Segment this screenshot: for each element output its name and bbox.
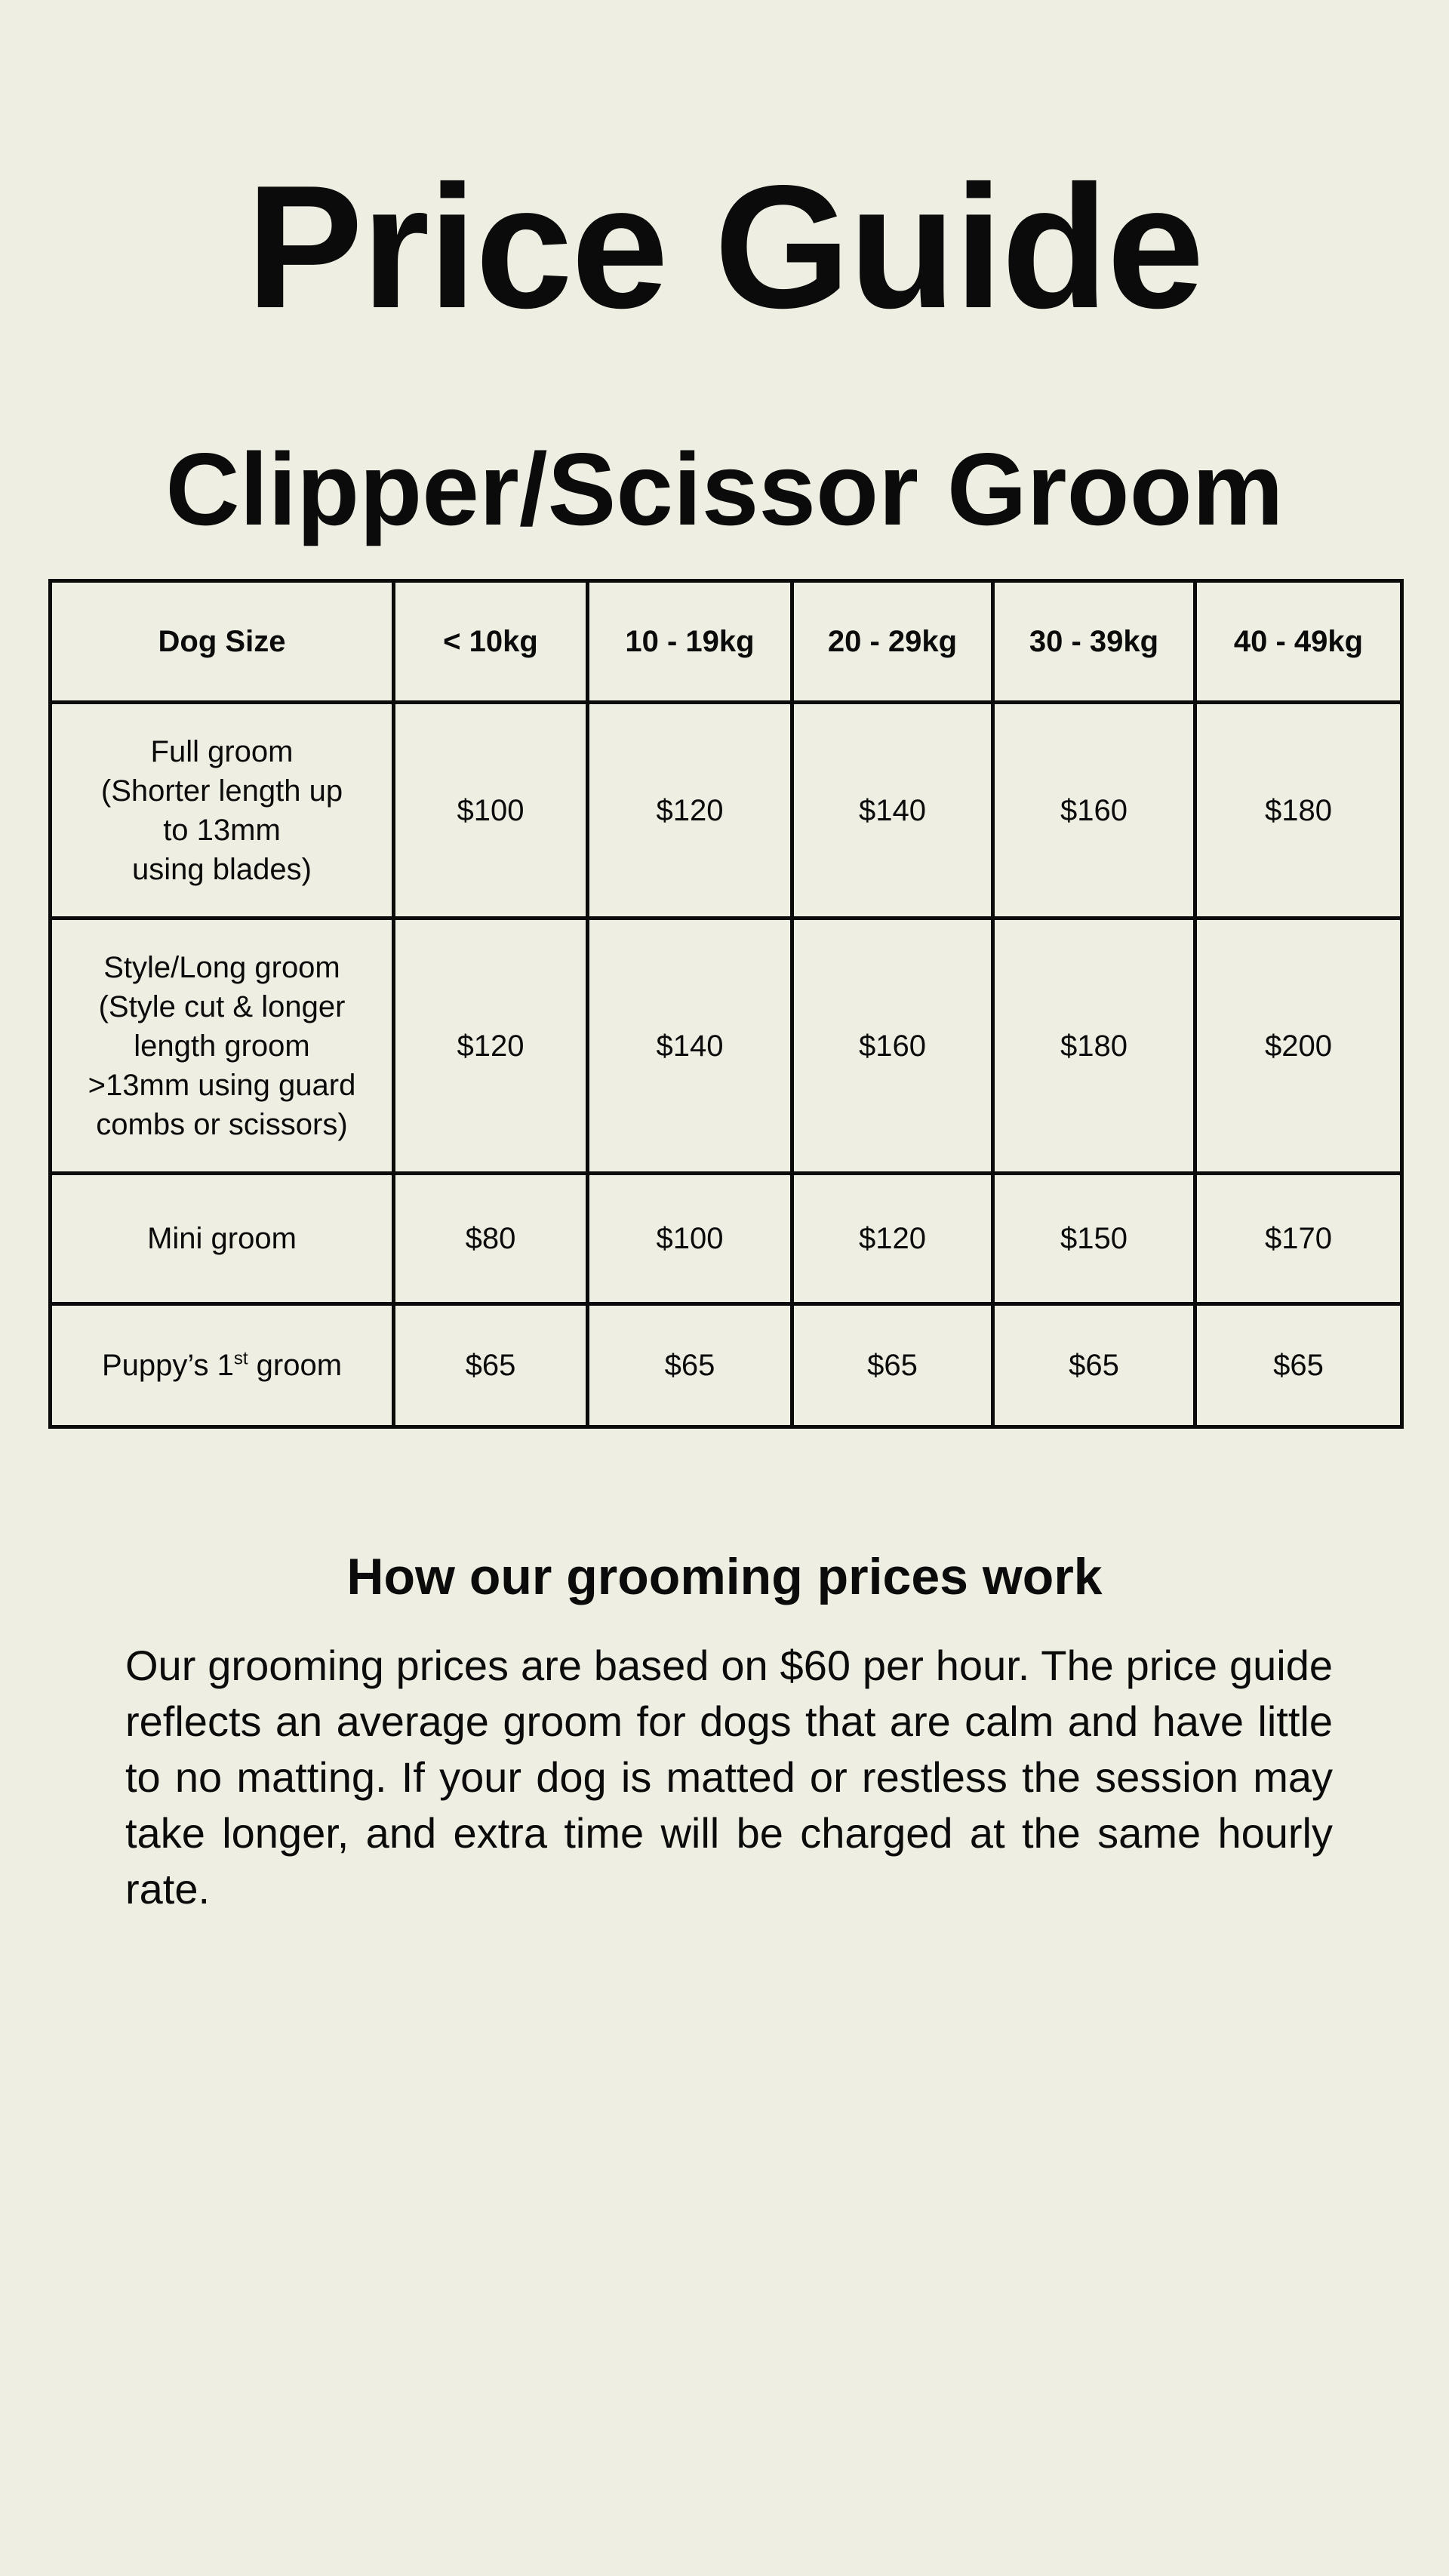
info-body: Our grooming prices are based on $60 per hour. The price guide reflects an average groom for dogs that are calm and have little to no matting. If your dog is matted or restless the session may take longer, and extra time will be charged at the same hourly rate. — [125, 1642, 1333, 1913]
price-cell: $65 — [588, 1304, 792, 1427]
price-cell: $65 — [792, 1304, 993, 1427]
row-label-end: groom — [248, 1349, 343, 1382]
price-cell: $65 — [993, 1304, 1195, 1427]
table-row — [51, 1174, 1402, 1304]
column-header: 30 - 39kg — [993, 581, 1195, 703]
price-cell: $160 — [993, 703, 1195, 919]
column-header: < 10kg — [394, 581, 588, 703]
price-cell: $100 — [588, 1174, 792, 1304]
price-cell: $120 — [792, 1174, 993, 1304]
row-label — [51, 703, 394, 919]
row-label-line: (Style cut & longer — [98, 989, 346, 1023]
row-label-superscript: st — [233, 1348, 248, 1369]
row-label-line: using blades) — [132, 852, 312, 886]
price-cell: $160 — [792, 919, 993, 1174]
row-label-line: Style/Long groom — [103, 950, 340, 984]
row-label-line: to 13mm — [163, 813, 281, 847]
price-table — [48, 579, 1404, 1429]
column-header: 10 - 19kg — [588, 581, 792, 703]
info-heading: How our grooming prices work — [346, 1548, 1103, 1605]
price-cell: $150 — [993, 1174, 1195, 1304]
price-cell: $140 — [792, 703, 993, 919]
row-label-line: Full groom — [150, 734, 294, 768]
row-label-line: >13mm using guard — [88, 1068, 356, 1102]
row-label-line: combs or scissors) — [96, 1107, 348, 1141]
row-label — [51, 1174, 394, 1304]
column-header: 40 - 49kg — [1195, 581, 1402, 703]
page-title: Price Guide — [246, 149, 1203, 345]
price-cell: $65 — [394, 1304, 588, 1427]
table-row — [51, 1304, 1402, 1427]
column-header: 20 - 29kg — [792, 581, 993, 703]
table-row — [51, 919, 1402, 1174]
row-label-line: (Shorter length up — [100, 774, 343, 808]
price-cell: $170 — [1195, 1174, 1402, 1304]
column-header: Dog Size — [51, 581, 394, 703]
row-label-line: Mini groom — [147, 1222, 297, 1255]
row-label-main: Puppy’s 1 — [101, 1349, 234, 1382]
price-cell: $120 — [394, 919, 588, 1174]
price-cell: $180 — [1195, 703, 1402, 919]
table-row — [51, 703, 1402, 919]
price-cell: $80 — [394, 1174, 588, 1304]
price-cell: $65 — [1195, 1304, 1402, 1427]
price-cell: $180 — [993, 919, 1195, 1174]
price-cell: $120 — [588, 703, 792, 919]
row-label — [51, 1304, 394, 1427]
price-cell: $200 — [1195, 919, 1402, 1174]
price-cell: $100 — [394, 703, 588, 919]
row-label-line: length groom — [134, 1029, 310, 1063]
price-cell: $140 — [588, 919, 792, 1174]
section-title: Clipper/Scissor Groom — [165, 432, 1284, 546]
row-label — [51, 919, 394, 1174]
table-header-row — [51, 581, 1402, 703]
